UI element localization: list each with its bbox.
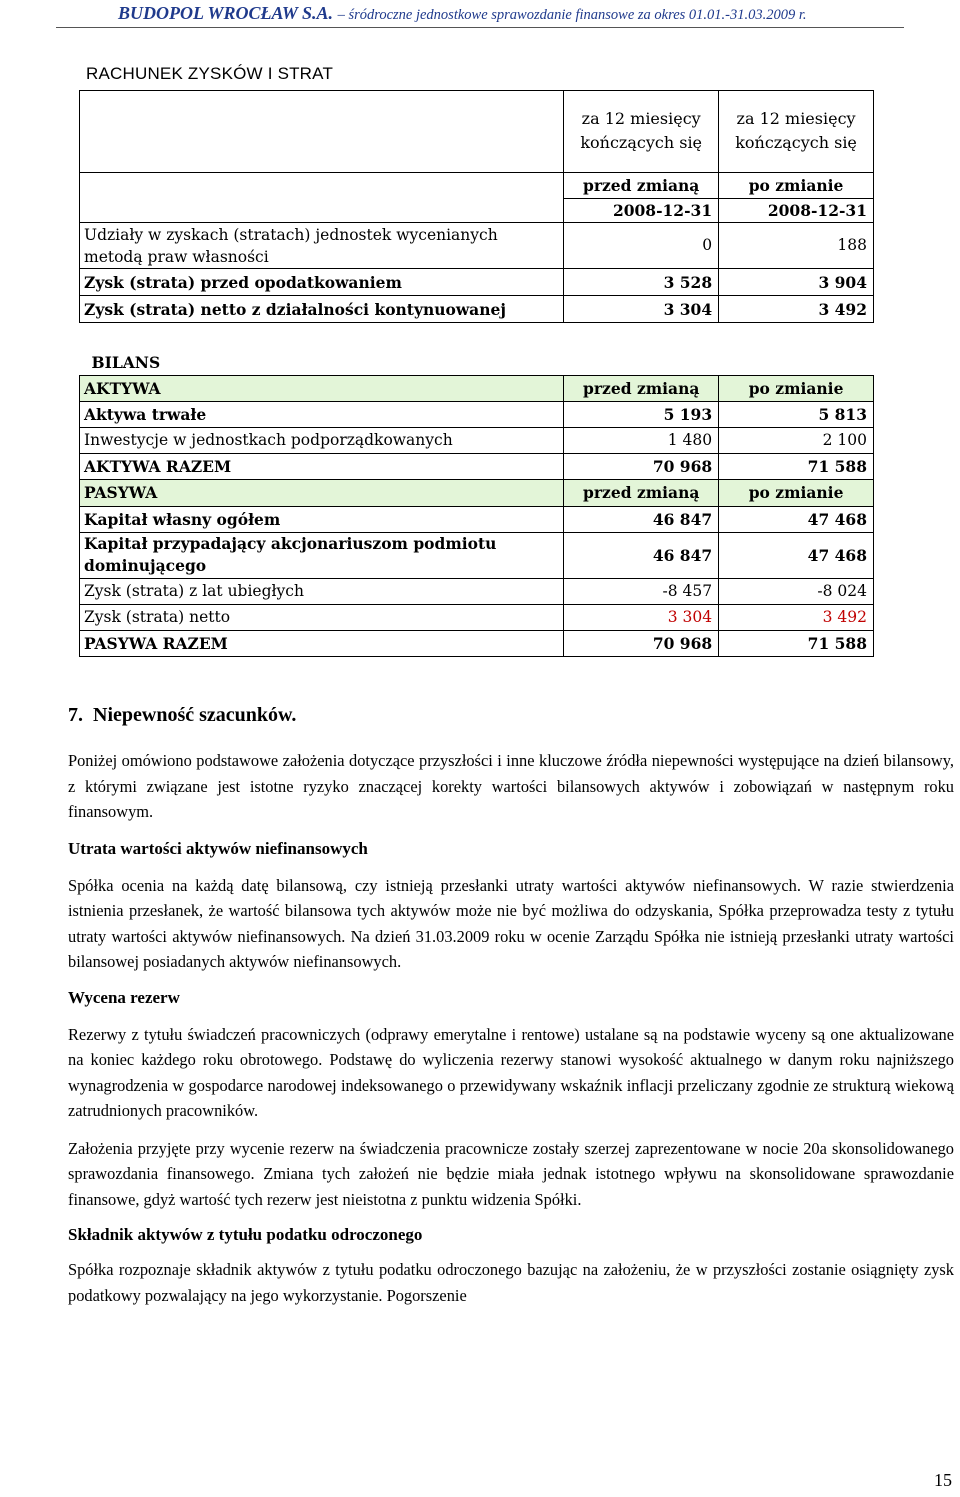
table-row: PASYWA RAZEM 70 968 71 588 — [80, 630, 874, 656]
corner-cell — [80, 91, 564, 173]
subheading-deferred-tax: Składnik aktywów z tytułu podatku odroczonego — [68, 1225, 423, 1244]
section-title: Niepewność szacunków. — [93, 704, 297, 726]
table-row: Zysk (strata) z lat ubiegłych -8 457 -8 024 — [80, 578, 874, 604]
income-statement-table — [79, 90, 874, 323]
subheading-impairment: Utrata wartości aktywów niefinansowych — [68, 838, 368, 858]
provisions-paragraph-1: Rezerwy z tytułu świadczeń pracowniczych (odprawy emerytalne i rentowe) ustalane są na podstawie wyceny są one aktualizowane na koniec każdego roku obrotowego. Podstawę do wyliczenia rezerwy stanowi wysokość aktualnego w danym roku najniższego wynagrodzenia w gospodarce narodowej indeksowanego o przewidywany wskaźnik inflacji przeliczany zgodnie ze strukturą wiekową zatrudnionych pracowników. — [68, 1024, 954, 1120]
section-body — [68, 748, 954, 1308]
col1-date: 2008-12-31 — [564, 199, 719, 223]
table-row: Udziały w zyskach (stratach) jednostek wycenianych metodą praw własności 0 188 — [80, 223, 874, 269]
col2-date: 2008-12-31 — [719, 199, 874, 223]
income-statement-title: RACHUNEK ZYSKÓW I STRAT — [86, 64, 334, 83]
col2-head: za 12 miesięcy kończących się — [719, 91, 874, 173]
deferred-tax-paragraph: Spółka rozpoznaje składnik aktywów z tytułu podatku odroczonego bazując na założeniu, że w przyszłości zostanie osiągnięty zysk podatkowy pozwalający na jego wykorzystanie. Pogorszenie — [68, 1260, 954, 1305]
section-number: 7. — [68, 704, 83, 726]
table-row: AKTYWA RAZEM 70 968 71 588 — [80, 453, 874, 479]
table-row: Kapitał własny ogółem 46 847 47 468 — [80, 506, 874, 532]
subheading-provisions: Wycena rezerw — [68, 987, 180, 1007]
col2-sub: po zmianie — [719, 173, 874, 199]
assets-header-row: AKTYWA przed zmianą po zmianie — [80, 375, 874, 401]
table-row: Zysk (strata) netto z działalności kontynuowanej 3 304 3 492 — [80, 296, 874, 323]
col1-sub: przed zmianą — [564, 173, 719, 199]
page-header — [118, 2, 878, 26]
company-name: BUDOPOL WROCŁAW S.A. — [118, 3, 334, 23]
table-row: Kapitał przypadający akcjonariuszom podmiotu dominującego 46 847 47 468 — [80, 532, 874, 578]
table-row: Aktywa trwałe 5 193 5 813 — [80, 401, 874, 427]
provisions-paragraph-2: Założenia przyjęte przy wycenie rezerw na świadczenia pracownicze zostały szerzej zaprezentowane w nocie 20a skonsolidowanego sprawozdania finansowego. Zmiana tych założeń nie będzie miała jednak istotnego wpływu na skonsolidowane sprawozdanie finansowe, gdyż wartość tych rezerw jest nieistotna z punktu widzenia Spółki. — [68, 1138, 954, 1209]
table-row: Zysk (strata) przed opodatkowaniem 3 528 3 904 — [80, 269, 874, 296]
page-number: 15 — [934, 1470, 952, 1490]
intro-paragraph: Poniżej omówiono podstawowe założenia dotyczące przyszłości i inne kluczowe źródła niepewności występujące na dzień bilansowy, z którymi związane jest istotne ryzyko znaczącej korekty wartości bilansowych aktywów i zobowiązań w następnym roku finansowym. — [68, 751, 954, 821]
table-row: Zysk (strata) netto 3 304 3 492 — [80, 604, 874, 630]
balance-title: BILANS — [91, 352, 161, 372]
section-heading — [68, 704, 954, 727]
table-row: Inwestycje w jednostkach podporządkowanych 1 480 2 100 — [80, 427, 874, 453]
impairment-paragraph: Spółka ocenia na każdą datę bilansową, czy istnieją przesłanki utraty wartości aktywów niefinansowych. W razie stwierdzenia istnienia przesłanek, że wartość bilansowa tych aktywów może nie być możliwa do odzyskania, Spółka przeprowadza testy z tytułu utraty wartości aktywów niefinansowych. Na dzień 31.03.2009 roku w ocenie Zarządu Spółka nie istnieją przesłanki utraty wartości bilansowej posiadanych aktywów niefinansowych. — [68, 875, 954, 971]
report-subtitle: – śródroczne jednostkowe sprawozdanie finansowe za okres 01.01.-31.03.2009 r. — [337, 7, 807, 23]
header-rule — [56, 27, 904, 28]
balance-sheet-table — [79, 350, 874, 657]
col1-head: za 12 miesięcy kończących się — [564, 91, 719, 173]
liabilities-header-row: PASYWA przed zmianą po zmianie — [80, 479, 874, 506]
